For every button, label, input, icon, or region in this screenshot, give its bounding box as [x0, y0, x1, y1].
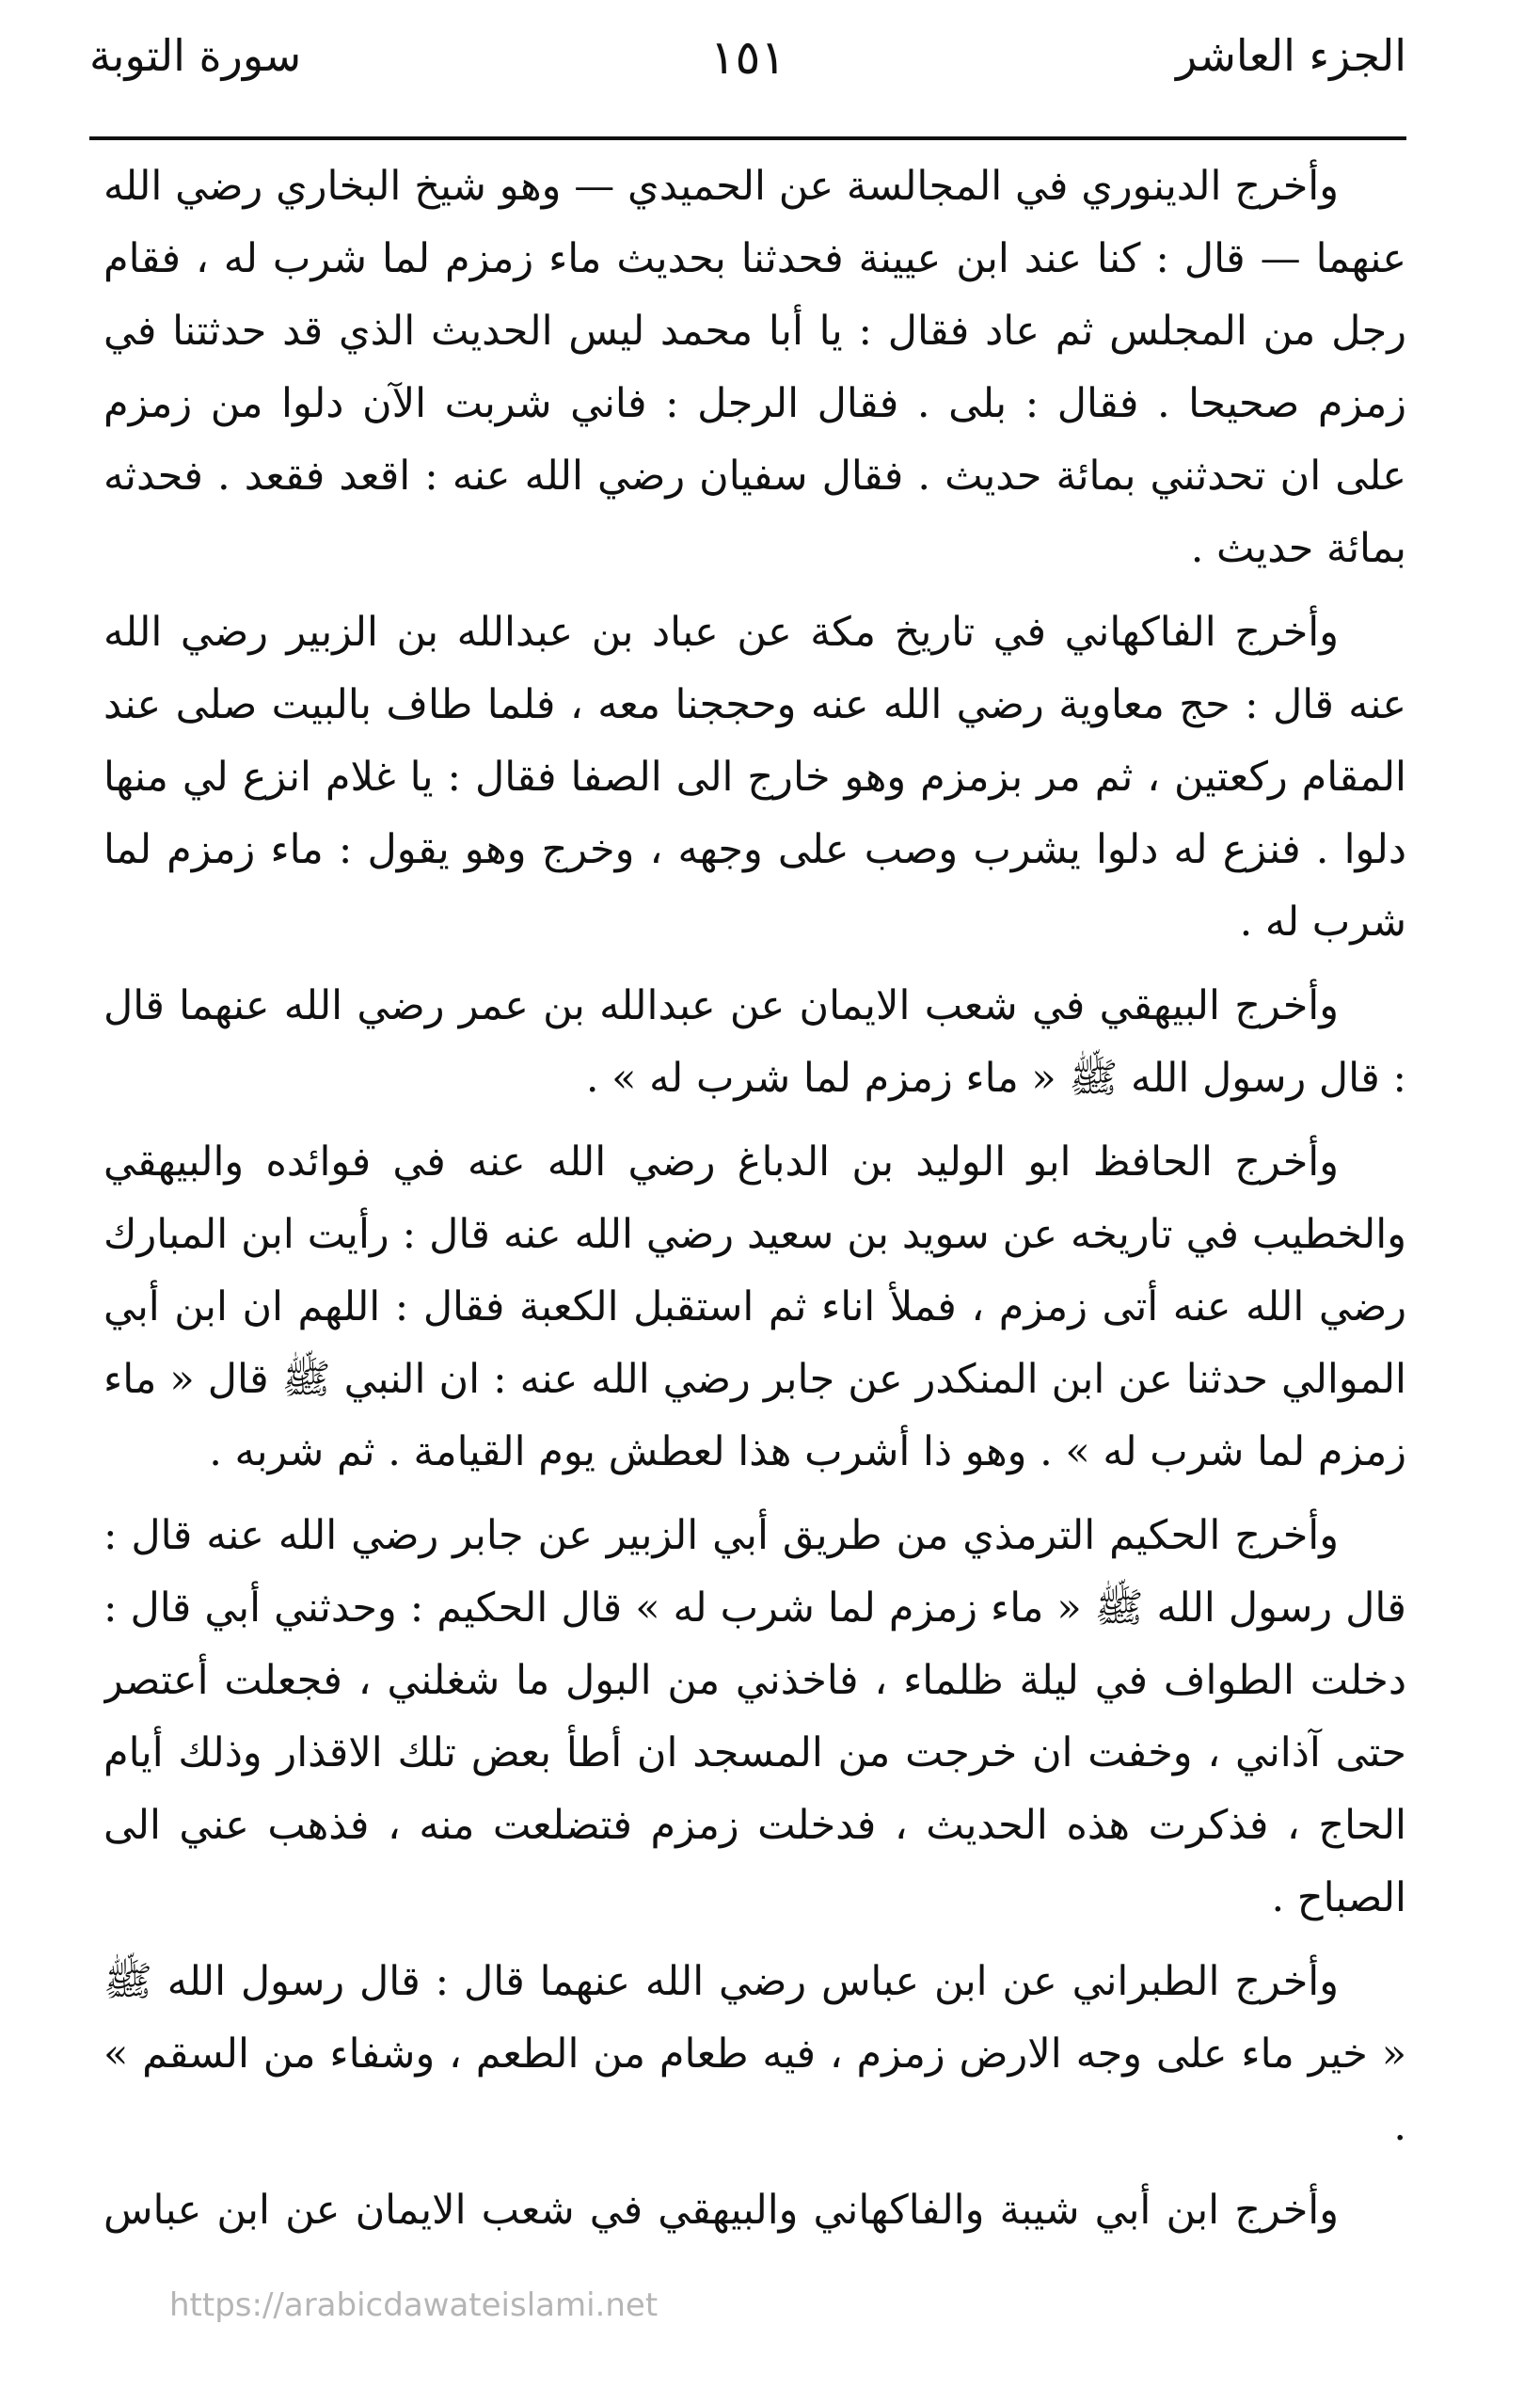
- paragraph: وأخرج ابن أبي شيبة والفاكهاني والبيهقي في شعب الايمان عن ابن عباس: [103, 2187, 1339, 2234]
- page-number: ١٥١: [709, 30, 786, 85]
- paragraph: وأخرج الطبراني عن ابن عباس رضي الله عنهما قال : قال رسول الله ﷺ « خير ماء على وجه الارض زمزم ، فيه طعام من الطعم ، وشفاء من السقم » .: [103, 1958, 1406, 2150]
- paragraph: وأخرج الدينوري في المجالسة عن الحميدي — وهو شيخ البخاري رضي الله عنهما — قال : كنا عند ابن عيينة فحدثنا بحديث ماء زمزم لما شرب له ، فقام رجل من المجلس ثم عاد فقال : يا أبا محمد ليس الحديث الذي قد حدثتنا في زمزم صحيحا . فقال : بلى . فقال الرجل : فاني شربت الآن دلوا من زمزم على ان تحدثني بمائة حديث . فقال سفيان رضي الله عنه : اقعد فقعد . فحدثه بمائة حديث .: [103, 163, 1406, 572]
- page-body: [103, 151, 1406, 2249]
- header-divider: [89, 136, 1406, 140]
- paragraph: وأخرج البيهقي في شعب الايمان عن عبدالله بن عمر رضي الله عنهما قال : قال رسول الله ﷺ « ماء زمزم لما شرب له » .: [103, 982, 1406, 1102]
- part-title: الجزء العاشر: [1175, 30, 1406, 81]
- paragraph: وأخرج الحافظ ابو الوليد بن الدباغ رضي الله عنه في فوائده والبيهقي والخطيب في تاريخه عن سويد بن سعيد رضي الله عنه قال : رأيت ابن المبارك رضي الله عنه أتى زمزم ، فملأ اناء ثم استقبل الكعبة فقال : اللهم ان ابن أبي الموالي حدثنا عن ابن المنكدر عن جابر رضي الله عنه : ان النبي ﷺ قال « ماء زمزم لما شرب له » . وهو ذا أشرب هذا لعطش يوم القيامة . ثم شربه .: [103, 1139, 1406, 1475]
- watermark-url: https://arabicdawateislami.net: [169, 2286, 659, 2324]
- page-header: [89, 21, 1406, 124]
- paragraph: وأخرج الفاكهاني في تاريخ مكة عن عباد بن عبدالله بن الزبير رضي الله عنه قال : حج معاوية رضي الله عنه وحججنا معه ، فلما طاف بالبيت صلى عند المقام ركعتين ، ثم مر بزمزم وهو خارج الى الصفا فقال : يا غلام انزع لي منها دلوا . فنزع له دلوا يشرب وصب على وجهه ، وخرج وهو يقول : ماء زمزم لما شرب له .: [103, 609, 1406, 946]
- paragraph: وأخرج الحكيم الترمذي من طريق أبي الزبير عن جابر رضي الله عنه قال : قال رسول الله ﷺ « ماء زمزم لما شرب له » قال الحكيم : وحدثني أبي قال : دخلت الطواف في ليلة ظلماء ، فاخذني من البول ما شغلني ، فجعلت أعتصر حتى آذاني ، وخفت ان خرجت من المسجد ان أطأ بعض تلك الاقذار وذلك أيام الحاج ، فذكرت هذه الحديث ، فدخلت زمزم فتضلعت منه ، فذهب عني الى الصباح .: [103, 1512, 1406, 1921]
- surah-title: سورة التوبة: [89, 30, 302, 81]
